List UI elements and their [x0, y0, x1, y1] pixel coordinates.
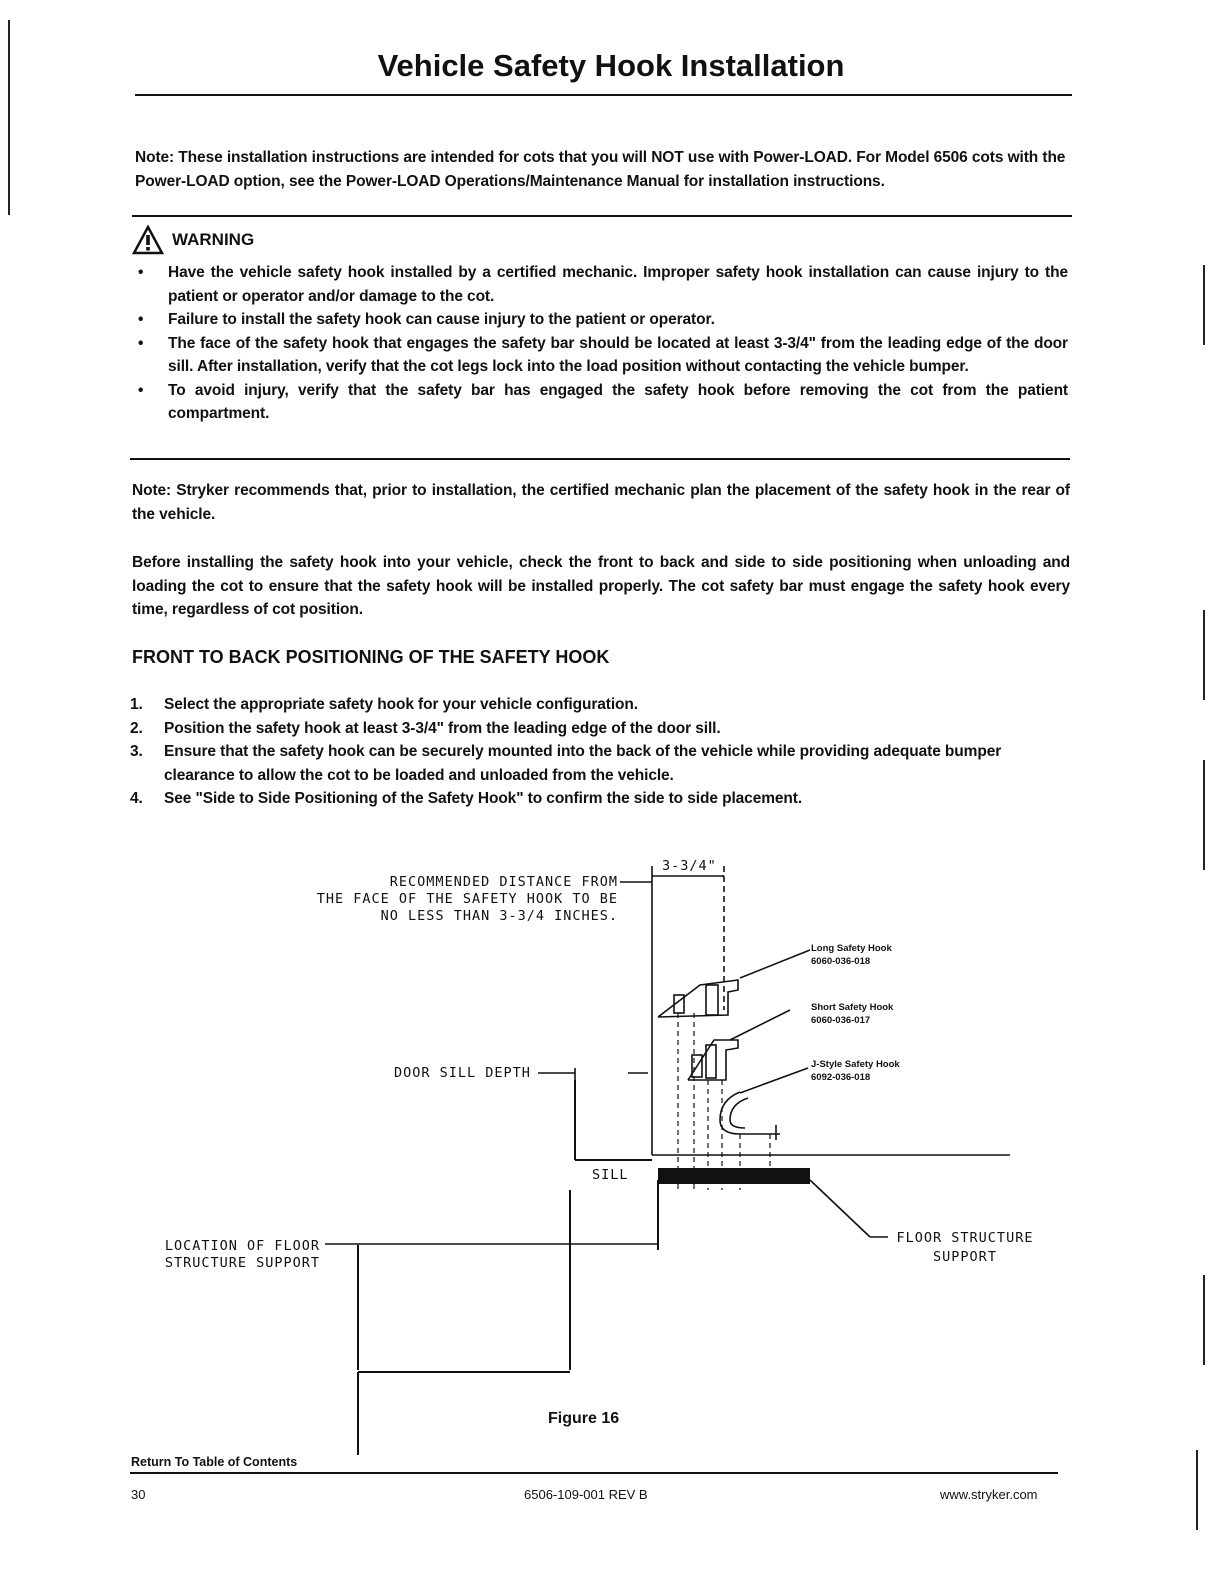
section-heading: FRONT TO BACK POSITIONING OF THE SAFETY HOOK [132, 647, 610, 667]
step-item: 4. See "Side to Side Positioning of the Safety Hook" to confirm the side to side placement. [130, 790, 803, 807]
positioning-paragraph: Before installing the safety hook into your vehicle, check the front to back and side to side positioning when unloading and loading the cot to ensure that the safety hook will be installed properly. The cot safety bar must engage the safety hook every time, regardless of cot position. [132, 554, 1070, 618]
website: www.stryker.com [940, 1487, 1038, 1502]
document-number: 6506-109-001 REV B [524, 1487, 648, 1502]
sill-label: SILL [592, 1167, 629, 1183]
long-hook-label: Long Safety Hook 6060-036-018 [811, 943, 892, 967]
figure-caption: Figure 16 [548, 1410, 620, 1427]
warning-heading: WARNING [172, 230, 255, 249]
return-to-contents-link[interactable]: Return To Table of Contents [131, 1455, 298, 1469]
page-number: 30 [131, 1487, 146, 1502]
step-item: 2. Position the safety hook at least 3-3/4" from the leading edge of the door sill. [130, 719, 721, 737]
location-floor-support-label: LOCATION OF FLOOR STRUCTURE SUPPORT [164, 1238, 320, 1271]
step-item: 3. Ensure that the safety hook can be securely mounted into the back of the vehicle while providing adequate bumper clearance to allow the cot to be loaded and unloaded from the vehicle. [130, 743, 1002, 784]
floor-structure-block [658, 1168, 810, 1184]
page-title: Vehicle Safety Hook Installation [377, 48, 845, 83]
short-hook-label: Short Safety Hook 6060-036-017 [811, 1002, 894, 1026]
warning-item: • The face of the safety hook that engages the safety bar should be located at least 3-3/4" from the leading edge of the door sill. After installation, verify that the cot legs lock into the load position without contacting the vehicle bumper. [132, 332, 1068, 379]
warning-item: • Have the vehicle safety hook installed by a certified mechanic. Improper safety hook installation can cause injury to the patient or operator and/or damage to the cot. [132, 261, 1068, 308]
warning-item: • Failure to install the safety hook can cause injury to the patient or operator. [132, 308, 1068, 332]
note-installation-scope: Note: These installation instructions are intended for cots that you will NOT use with Power-LOAD. For Model 6506 cots with the Power-LOAD option, see the Power-LOAD Operations/Maintenance Manual for installation instructions. [135, 149, 1066, 190]
footer-rule [130, 1472, 1058, 1474]
note-plan-placement: Note: Stryker recommends that, prior to installation, the certified mechanic plan the placement of the safety hook in the rear of the vehicle. [132, 482, 1070, 523]
recommended-distance-label: RECOMMENDED DISTANCE FROM THE FACE OF THE SAFETY HOOK TO BE NO LESS THAN 3-3/4 INCHES. [316, 874, 618, 924]
step-item: 1. Select the appropriate safety hook for your vehicle configuration. [130, 696, 638, 713]
floor-structure-support-label: FLOOR STRUCTURE SUPPORT [896, 1230, 1034, 1265]
dimension-label: 3-3/4" [662, 858, 717, 874]
jstyle-hook-label: J-Style Safety Hook 6092-036-018 [811, 1059, 900, 1083]
warning-item: • To avoid injury, verify that the safety bar has engaged the safety hook before removing the cot from the patient compartment. [132, 379, 1068, 426]
door-sill-depth-label: DOOR SILL DEPTH [394, 1065, 531, 1081]
